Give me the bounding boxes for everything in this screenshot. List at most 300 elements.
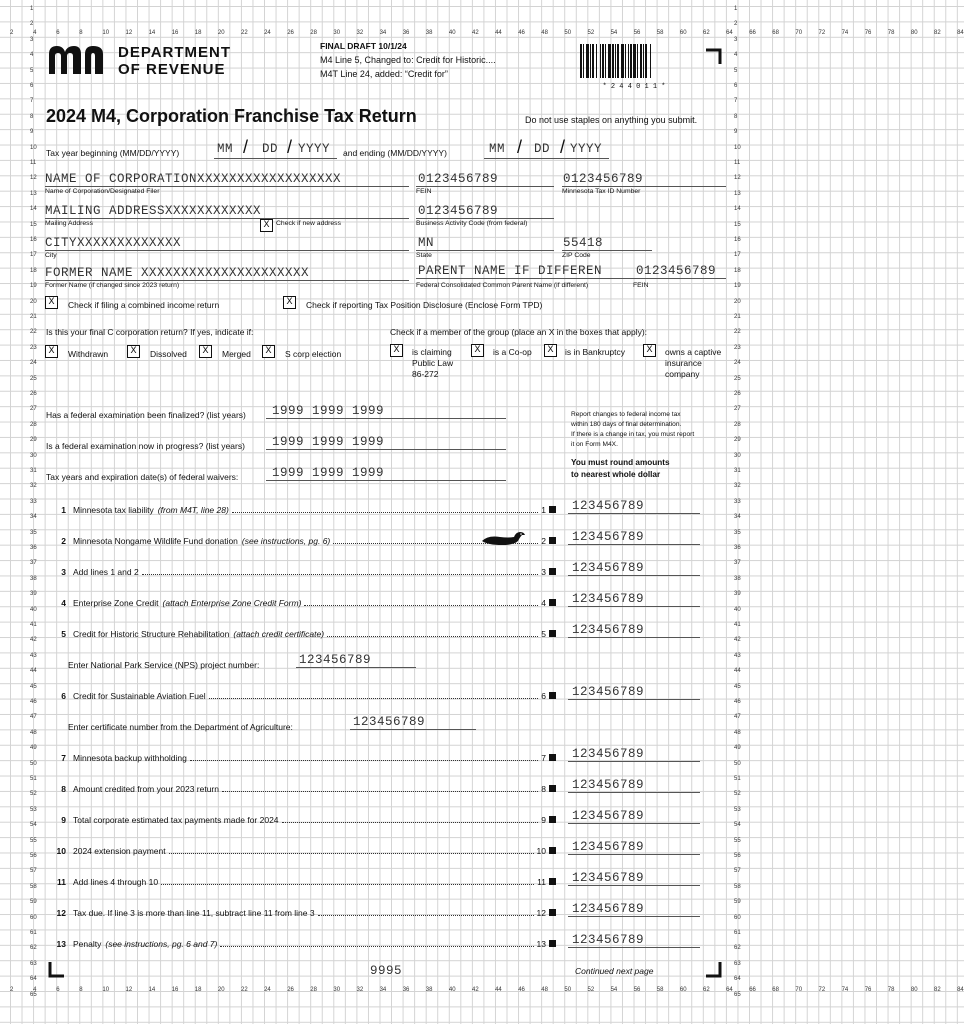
- new-address-checkbox[interactable]: X: [260, 219, 273, 232]
- ruler-tick: 50: [564, 30, 572, 36]
- ruler-tick: 54: [610, 987, 618, 993]
- dissolved-checkbox[interactable]: X: [127, 345, 140, 358]
- line-8-amount[interactable]: 123456789: [572, 778, 645, 792]
- ruler-tick: 34: [379, 987, 387, 993]
- ruler-tick: 52: [734, 791, 741, 798]
- line-text: Tax due. If line 3 is more than line 11, subtract line 11 from line 3: [73, 908, 315, 918]
- line-text: Minnesota tax liability: [73, 505, 154, 515]
- ruler-tick: 62: [703, 987, 710, 993]
- ruler-tick: 40: [448, 30, 456, 36]
- underline: [568, 575, 700, 576]
- corner-mark-bottom-left: [48, 962, 64, 978]
- ruler-tick: 56: [633, 30, 641, 36]
- loon-icon: [478, 529, 528, 547]
- leader-dots: [304, 605, 538, 606]
- ruler-tick: 50: [30, 760, 37, 767]
- ruler-tick: 4: [30, 52, 34, 59]
- underline: [562, 250, 652, 251]
- line-4: [46, 598, 556, 608]
- underline: [568, 606, 700, 607]
- waivers-field[interactable]: 1999 1999 1999: [272, 466, 385, 480]
- line-number: 4: [61, 598, 66, 608]
- parent-fein-field[interactable]: 0123456789: [636, 264, 717, 278]
- report-note-line-2: within 180 days of final determination.: [571, 421, 682, 428]
- ruler-tick: 29: [30, 437, 37, 444]
- ruler-tick: 76: [864, 987, 872, 993]
- line-ref: 13: [536, 939, 546, 949]
- address-field[interactable]: MAILING ADDRESSXXXXXXXXXXXX: [45, 204, 262, 218]
- underline: [568, 885, 700, 886]
- line-13-amount[interactable]: 123456789: [572, 933, 645, 947]
- cert-field[interactable]: 123456789: [353, 715, 426, 729]
- captive-line-3: company: [665, 369, 700, 379]
- coop-checkbox[interactable]: X: [471, 344, 484, 357]
- claiming-pl-label: [412, 347, 453, 380]
- captive-line-2: insurance: [665, 358, 702, 368]
- ruler-tick: 44: [495, 987, 502, 993]
- ruler-tick: 7: [734, 98, 738, 105]
- line-marker-icon: [549, 909, 556, 916]
- line-10: [46, 846, 556, 856]
- line-marker-icon: [549, 630, 556, 637]
- line-marker-icon: [549, 816, 556, 823]
- new-address-label: Check if new address: [276, 220, 341, 227]
- ruler-tick: 9: [30, 129, 34, 136]
- tax-year-end-yyyy[interactable]: YYYY: [570, 142, 603, 156]
- scorp-checkbox[interactable]: X: [262, 345, 275, 358]
- ruler-tick: 39: [30, 591, 37, 598]
- ruler-tick: 2: [10, 30, 14, 36]
- ruler-tick: 65: [30, 991, 37, 998]
- line-5-amount[interactable]: 123456789: [572, 623, 645, 637]
- ruler-tick: 37: [30, 560, 37, 567]
- ruler-tick: 54: [30, 822, 37, 829]
- line-instructions: (see instructions, pg. 6): [241, 536, 331, 546]
- line-9-amount[interactable]: 123456789: [572, 809, 645, 823]
- ruler-tick: 24: [264, 30, 271, 36]
- ruler-tick: 43: [30, 652, 37, 659]
- ruler-tick: 48: [541, 987, 548, 993]
- combined-return-label: Check if filing a combined income return: [68, 300, 220, 310]
- line-5: [46, 629, 556, 639]
- ruler-tick: 36: [30, 545, 37, 551]
- page-title: 2024 M4, Corporation Franchise Tax Return: [46, 106, 417, 126]
- line-3: [46, 567, 556, 577]
- address-label: Mailing Address: [45, 220, 93, 227]
- ruler-tick: 6: [734, 83, 738, 89]
- ruler-tick: 4: [734, 52, 738, 59]
- mn-tax-id-field[interactable]: 0123456789: [563, 172, 644, 186]
- ruler-tick: 60: [30, 914, 37, 921]
- underline: [266, 449, 506, 450]
- line-marker-icon: [549, 568, 556, 575]
- line-ref: 11: [537, 877, 546, 887]
- ruler-tick: 47: [734, 714, 741, 721]
- ruler-tick: 46: [734, 699, 741, 705]
- tpd-label: Check if reporting Tax Position Disclosure (Enclose Form TPD): [306, 300, 543, 310]
- ruler-tick: 12: [30, 175, 37, 182]
- ruler-tick: 48: [30, 729, 37, 736]
- ruler-tick: 82: [934, 30, 941, 36]
- ruler-tick: 13: [30, 190, 37, 197]
- ruler-tick: 80: [910, 30, 918, 36]
- ruler-tick: 53: [734, 806, 741, 813]
- leader-dots: [190, 760, 538, 761]
- line-marker-icon: [549, 878, 556, 885]
- line-marker-icon: [549, 599, 556, 606]
- line-11-amount[interactable]: 123456789: [572, 871, 645, 885]
- underline: [568, 699, 700, 700]
- exam-progress-field[interactable]: 1999 1999 1999: [272, 435, 385, 449]
- ruler-tick: 8: [79, 987, 83, 993]
- line-text: Add lines 4 through 10: [73, 877, 159, 887]
- ruler-tick: 14: [734, 206, 741, 213]
- line-text: Add lines 1 and 2: [73, 567, 139, 577]
- line-number: 5: [61, 629, 66, 639]
- ruler-tick: 14: [30, 206, 37, 213]
- line-12: [46, 908, 556, 918]
- ruler-tick: 35: [30, 529, 37, 536]
- barcode: [578, 44, 690, 91]
- activity-code-field[interactable]: 0123456789: [418, 204, 499, 218]
- underline: [416, 278, 726, 279]
- leader-dots: [282, 822, 539, 823]
- dept-line-1: DEPARTMENT: [118, 44, 232, 61]
- ruler-tick: 45: [734, 683, 741, 690]
- ruler-tick: 32: [356, 30, 364, 36]
- ruler-tick: 78: [887, 30, 895, 36]
- line-6: [46, 691, 556, 701]
- ruler-tick: 11: [30, 160, 37, 166]
- ruler-tick: 74: [841, 987, 849, 993]
- leader-dots: [142, 574, 539, 575]
- ruler-tick: 36: [402, 987, 410, 993]
- corp-name-field[interactable]: NAME OF CORPORATIONXXXXXXXXXXXXXXXXXX: [45, 172, 342, 186]
- underline: [562, 186, 726, 187]
- ruler-tick: 46: [518, 987, 525, 993]
- ruler-tick: 52: [30, 791, 37, 798]
- ruler-tick: 55: [734, 837, 741, 844]
- line-2-amount[interactable]: 123456789: [572, 530, 645, 544]
- ruler-tick: 56: [734, 853, 741, 859]
- underline: [568, 947, 700, 948]
- ruler-tick: 28: [734, 421, 741, 428]
- ruler-tick: 26: [287, 30, 294, 36]
- ruler-tick: 48: [541, 30, 548, 36]
- barcode-icon: [578, 44, 690, 78]
- line-7-amount[interactable]: 123456789: [572, 747, 645, 761]
- ruler-tick: 2: [734, 21, 738, 28]
- ruler-tick: 58: [30, 883, 37, 890]
- line-10-amount[interactable]: 123456789: [572, 840, 645, 854]
- merged-label: Merged: [222, 349, 251, 359]
- bankruptcy-checkbox[interactable]: X: [544, 344, 557, 357]
- line-number: 2: [61, 536, 66, 546]
- ruler-tick: 51: [30, 776, 37, 782]
- underline: [45, 186, 409, 187]
- ruler-tick: 36: [402, 30, 410, 36]
- ruler-tick: 46: [518, 30, 525, 36]
- ruler-tick: 56: [30, 853, 37, 859]
- ruler-tick: 35: [734, 529, 741, 536]
- underline: [568, 916, 700, 917]
- leader-dots: [220, 946, 533, 947]
- line-number: 13: [56, 939, 66, 949]
- ruler-tick: 60: [679, 30, 687, 36]
- ruler-tick: 54: [610, 30, 618, 36]
- ruler-tick: 44: [734, 668, 741, 675]
- tax-year-begin-yyyy[interactable]: YYYY: [298, 142, 331, 156]
- ruler-tick: 19: [30, 283, 37, 290]
- ruler-tick: 53: [30, 806, 37, 813]
- ruler-tick: 22: [241, 30, 248, 36]
- ruler-tick: 15: [734, 221, 741, 228]
- parent-name-field[interactable]: PARENT NAME IF DIFFEREN: [418, 264, 603, 278]
- exam-finalized-field[interactable]: 1999 1999 1999: [272, 404, 385, 418]
- date-slash: /: [243, 137, 249, 157]
- line-number: 3: [61, 567, 66, 577]
- ruler-tick: 20: [30, 298, 37, 305]
- withdrawn-label: Withdrawn: [68, 349, 109, 359]
- ruler-tick: 45: [30, 683, 37, 690]
- leader-dots: [232, 512, 538, 513]
- ruler-tick: 38: [734, 575, 741, 582]
- ruler-tick: 57: [30, 868, 37, 875]
- parent-fein-label: FEIN: [633, 282, 649, 289]
- line-marker-icon: [549, 940, 556, 947]
- tax-year-end-mm[interactable]: MM: [489, 142, 506, 156]
- tax-year-beginning-label: Tax year beginning (MM/DD/YYYY): [46, 148, 180, 158]
- form-code: 9995: [370, 964, 403, 978]
- ruler-tick: 52: [587, 987, 595, 993]
- ruler-tick: 8: [734, 113, 738, 120]
- report-note-line-3: If there is a change in tax, you must report: [571, 431, 695, 438]
- ruler-tick: 38: [30, 575, 37, 582]
- line-marker-icon: [549, 754, 556, 761]
- ruler-tick: 34: [734, 514, 741, 521]
- tax-year-begin-mm[interactable]: MM: [217, 142, 234, 156]
- ruler-tick: 21: [30, 314, 37, 320]
- mn-logo-icon: [47, 44, 109, 76]
- ruler-tick: 5: [30, 67, 34, 74]
- round-note-line-2: to nearest whole dollar: [571, 470, 661, 479]
- underline: [568, 637, 700, 638]
- ruler-tick: 11: [734, 160, 741, 166]
- coop-label: is a Co-op: [493, 347, 532, 357]
- ruler-tick: 72: [818, 987, 826, 993]
- line-12-amount[interactable]: 123456789: [572, 902, 645, 916]
- ruler-tick: 50: [564, 987, 572, 993]
- ruler-tick: 10: [102, 30, 110, 36]
- ruler-tick: 66: [749, 987, 756, 993]
- ruler-tick: 31: [30, 468, 37, 474]
- leader-dots: [161, 884, 534, 885]
- line-number: 12: [56, 908, 66, 918]
- ruler-tick: 10: [30, 144, 37, 151]
- underline: [484, 158, 609, 159]
- ruler-tick: 62: [734, 945, 741, 952]
- claiming-pl-line-1: is claiming: [412, 347, 452, 357]
- merged-checkbox[interactable]: X: [199, 345, 212, 358]
- line-13: [46, 939, 556, 949]
- line-6-amount[interactable]: 123456789: [572, 685, 645, 699]
- ruler-tick: 33: [734, 498, 741, 505]
- underline: [568, 761, 700, 762]
- underline: [214, 158, 337, 159]
- line-number: 10: [56, 846, 66, 856]
- underline: [568, 792, 700, 793]
- ruler-tick: 30: [30, 452, 37, 459]
- nps-field[interactable]: 123456789: [299, 653, 372, 667]
- ruler-tick: 25: [734, 375, 741, 382]
- ruler-tick: 6: [56, 987, 60, 993]
- ruler-tick: 1: [30, 6, 34, 12]
- ruler-tick: 72: [818, 30, 826, 36]
- captive-line-1: owns a captive: [665, 347, 722, 357]
- report-note-line-1: Report changes to federal income tax: [571, 411, 681, 418]
- ruler-tick: 68: [772, 30, 779, 36]
- ruler-tick: 58: [734, 883, 741, 890]
- leader-dots: [169, 853, 534, 854]
- ruler-tick: 42: [30, 637, 37, 644]
- ruler-tick: 32: [734, 483, 741, 490]
- line-text: Enterprise Zone Credit: [73, 598, 159, 608]
- line-ref: 3: [541, 567, 546, 577]
- line-marker-icon: [549, 785, 556, 792]
- ruler-tick: 56: [633, 987, 641, 993]
- date-slash: /: [287, 137, 293, 157]
- ruler-tick: 63: [734, 960, 741, 967]
- ruler-tick: 61: [734, 930, 741, 936]
- line-ref: 2: [541, 536, 546, 546]
- tax-year-begin-dd[interactable]: DD: [262, 142, 279, 156]
- ruler-tick: 64: [30, 976, 37, 983]
- underline: [266, 418, 506, 419]
- line-text: 2024 extension payment: [73, 846, 166, 856]
- cert-label: Enter certificate number from the Department of Agriculture:: [68, 722, 293, 732]
- state-label: State: [416, 252, 432, 259]
- ruler-tick: 23: [734, 344, 741, 351]
- scorp-label: S corp election: [285, 349, 342, 359]
- tax-year-end-dd[interactable]: DD: [534, 142, 551, 156]
- ruler-tick: 6: [56, 30, 60, 36]
- ruler-tick: 27: [734, 406, 741, 413]
- captive-label: [665, 347, 721, 380]
- zip-field[interactable]: 55418: [563, 236, 604, 250]
- ruler-tick: 23: [30, 344, 37, 351]
- tpd-checkbox[interactable]: X: [283, 296, 296, 309]
- ruler-tick: 64: [734, 976, 741, 983]
- city-field[interactable]: CITYXXXXXXXXXXXXX: [45, 236, 182, 250]
- exam-finalized-label: Has a federal examination been finalized? (list years): [46, 410, 246, 420]
- withdrawn-checkbox[interactable]: X: [45, 345, 58, 358]
- ruler-tick: 20: [217, 30, 225, 36]
- line-11: [46, 877, 556, 887]
- ruler-tick: 28: [30, 421, 37, 428]
- ruler-tick: 24: [30, 360, 37, 367]
- line-number: 9: [61, 815, 66, 825]
- ruler-tick: 30: [333, 30, 341, 36]
- ruler-tick: 84: [957, 30, 964, 36]
- draft-note-1: M4 Line 5, Changed to: Credit for Historic....: [320, 55, 496, 65]
- ruler-tick: 59: [734, 899, 741, 906]
- line-4-amount[interactable]: 123456789: [572, 592, 645, 606]
- ruler-tick: 84: [957, 987, 964, 993]
- ruler-tick: 8: [30, 113, 34, 120]
- ruler-tick: 28: [310, 30, 317, 36]
- line-instructions: (attach Enterprise Zone Credit Form): [162, 598, 302, 608]
- former-name-field[interactable]: FORMER NAME XXXXXXXXXXXXXXXXXXXXX: [45, 266, 310, 280]
- ruler-tick: 7: [30, 98, 34, 105]
- activity-code-label: Business Activity Code (from federal): [416, 220, 528, 227]
- ruler-tick: 36: [734, 545, 741, 551]
- ruler-tick: 17: [734, 252, 741, 259]
- ruler-tick: 37: [734, 560, 741, 567]
- ruler-tick: 52: [587, 30, 595, 36]
- ruler-tick: 40: [448, 987, 456, 993]
- ruler-tick: 65: [734, 991, 741, 998]
- line-9: [46, 815, 556, 825]
- underline: [350, 729, 476, 730]
- ruler-tick: 64: [726, 987, 733, 993]
- line-instructions: (see instructions, pg. 6 and 7): [105, 939, 218, 949]
- ruler-tick: 10: [102, 987, 110, 993]
- ruler-tick: 34: [379, 30, 387, 36]
- ruler-tick: 74: [841, 30, 849, 36]
- ruler-tick: 14: [148, 987, 156, 993]
- combined-return-checkbox[interactable]: X: [45, 296, 58, 309]
- line-text: Credit for Historic Structure Rehabilitation: [73, 629, 230, 639]
- line-7: [46, 753, 556, 763]
- line-ref: 5: [541, 629, 546, 639]
- ruler-tick: 68: [772, 987, 779, 993]
- underline: [568, 513, 700, 514]
- underline: [568, 823, 700, 824]
- ruler-tick: 20: [217, 987, 225, 993]
- ruler-tick: 18: [734, 267, 741, 274]
- mn-logo: [47, 44, 109, 81]
- line-text: Minnesota Nongame Wildlife Fund donation: [73, 536, 238, 546]
- captive-checkbox[interactable]: X: [643, 344, 656, 357]
- round-note: [571, 457, 670, 481]
- dissolved-label: Dissolved: [150, 349, 187, 359]
- ruler-tick: 14: [148, 30, 156, 36]
- ruler-tick: 70: [795, 987, 803, 993]
- ruler-tick: 24: [264, 987, 271, 993]
- mn-tax-id-label: Minnesota Tax ID Number: [562, 188, 641, 195]
- ruler-tick: 60: [679, 987, 687, 993]
- nps-label: Enter National Park Service (NPS) project number:: [68, 660, 260, 670]
- claiming-pl-checkbox[interactable]: X: [390, 344, 403, 357]
- ruler-tick: 16: [734, 237, 741, 243]
- ruler-tick: 20: [734, 298, 741, 305]
- fein-field[interactable]: 0123456789: [418, 172, 499, 186]
- state-field[interactable]: MN: [418, 236, 435, 250]
- line-ref: 1: [541, 505, 546, 515]
- ruler-tick: 42: [472, 30, 479, 36]
- ruler-tick: 24: [734, 360, 741, 367]
- city-label: City: [45, 252, 57, 259]
- ruler-tick: 58: [656, 987, 664, 993]
- line-1-amount[interactable]: 123456789: [572, 499, 645, 513]
- line-ref: 6: [541, 691, 546, 701]
- ruler-tick: 25: [30, 375, 37, 382]
- ruler-tick: 8: [79, 30, 83, 36]
- final-return-question: Is this your final C corporation return? If yes, indicate if:: [46, 327, 254, 337]
- ruler-tick: 70: [795, 30, 803, 36]
- ruler-tick: 49: [734, 745, 741, 752]
- line-3-amount[interactable]: 123456789: [572, 561, 645, 575]
